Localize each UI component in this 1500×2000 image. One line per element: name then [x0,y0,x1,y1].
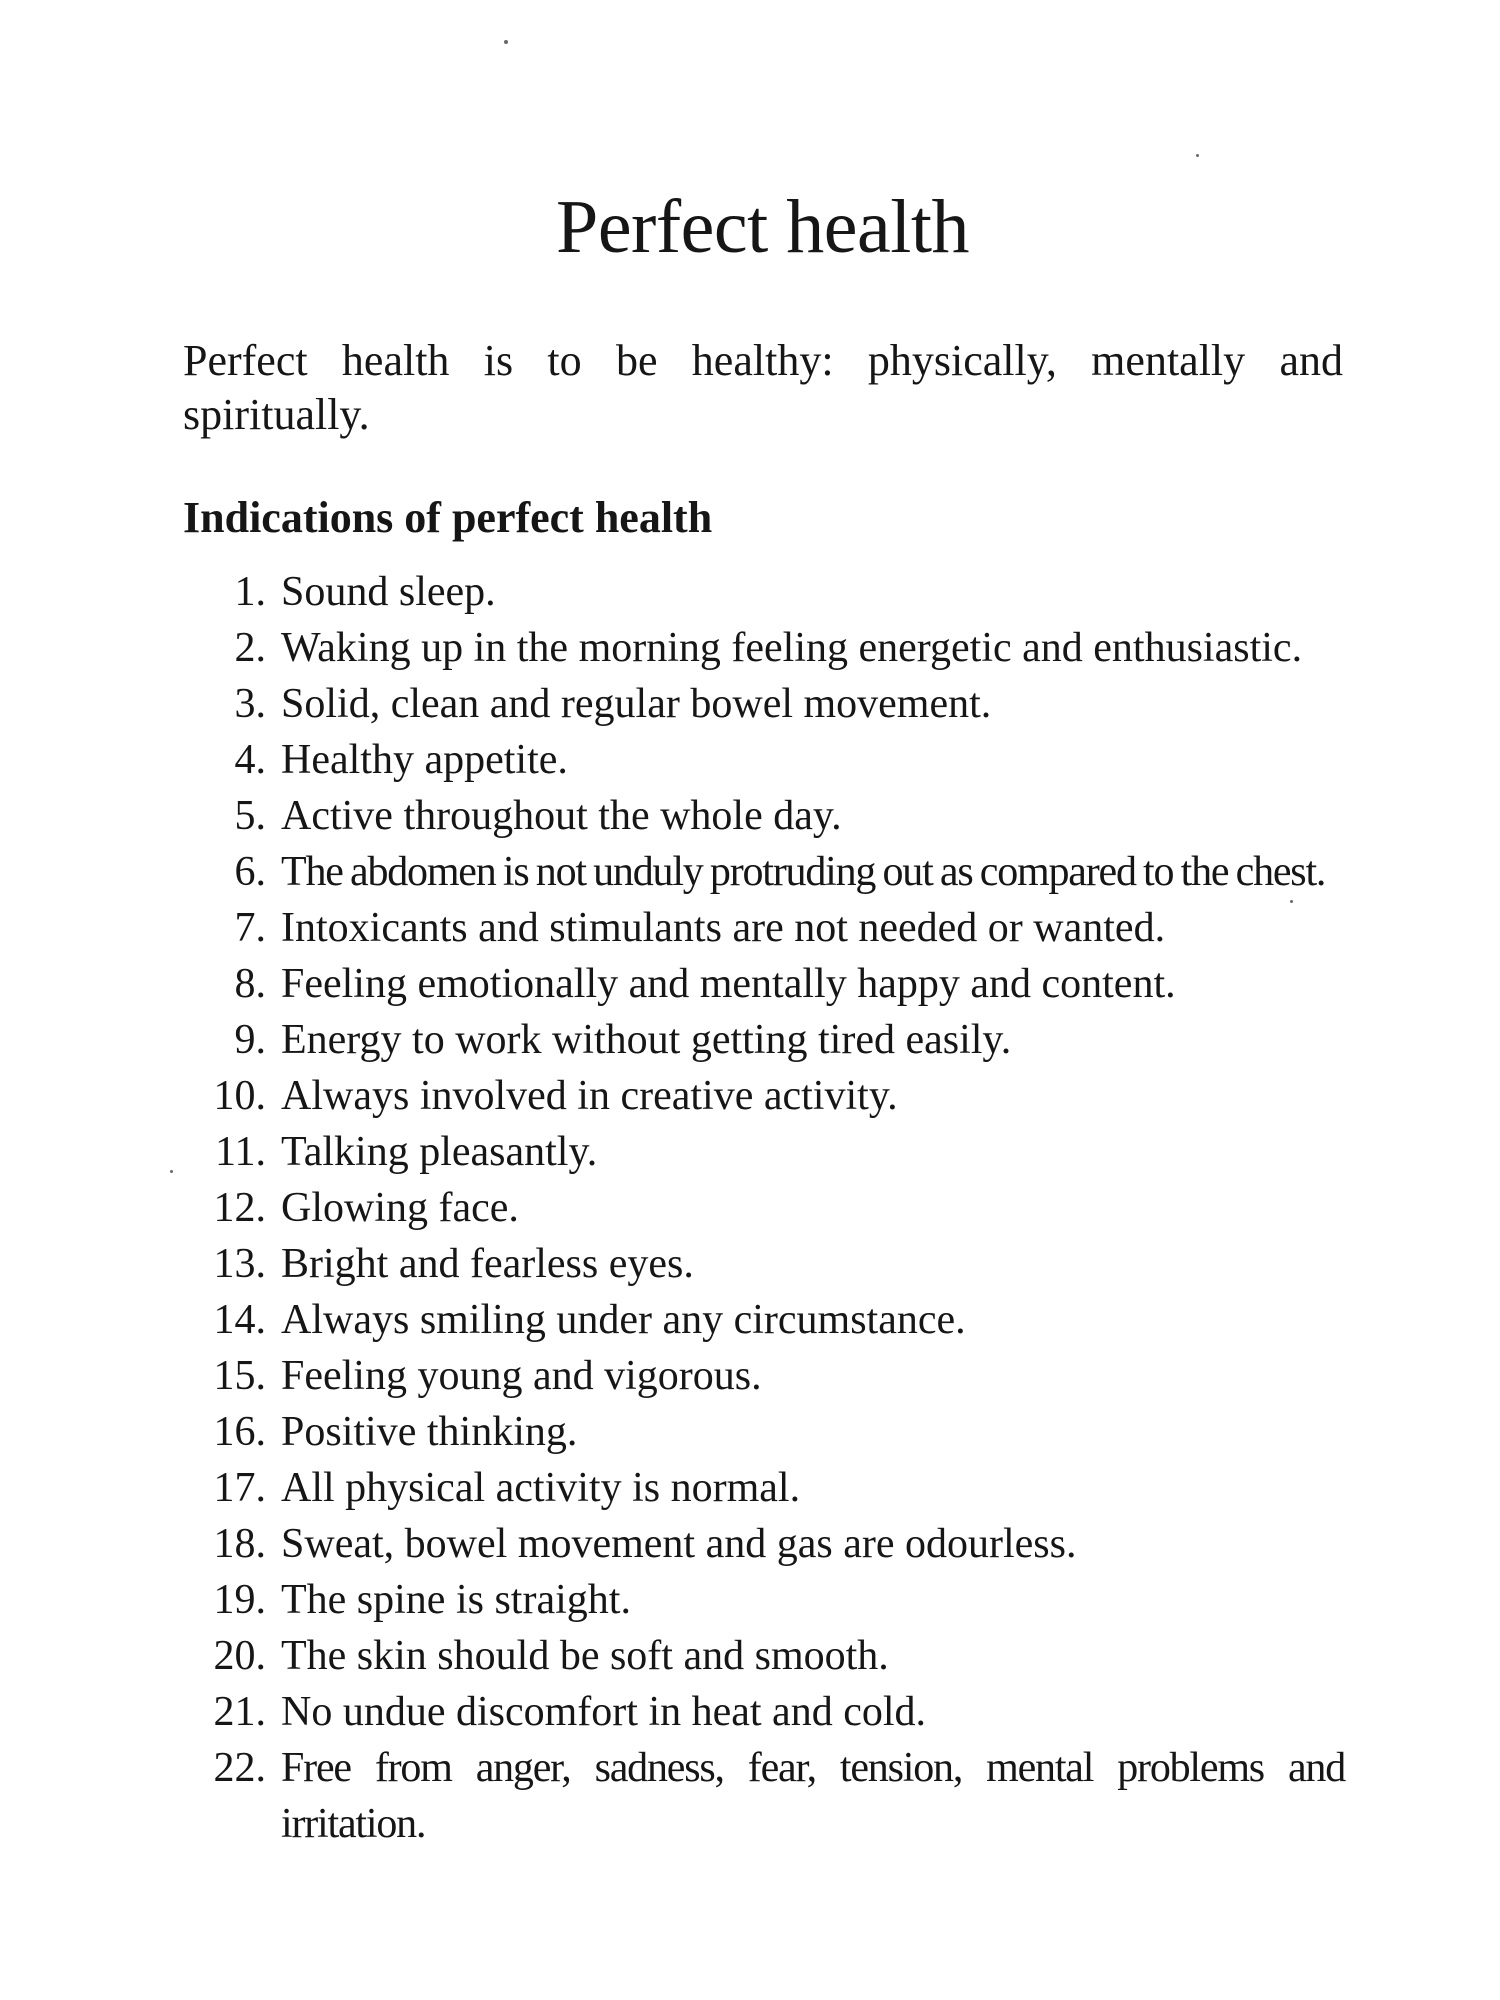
item-text: Always smiling under any circumstance. [281,1297,966,1343]
item-number: 19. [213,1577,266,1623]
intro-paragraph: Perfect health is to be healthy: physically, mentally and spiritually. [183,336,1343,439]
item-number: 14. [213,1297,266,1343]
list-item [0,1684,1345,1740]
item-text: Feeling emotionally and mentally happy and content. [281,961,1176,1007]
scan-speck [504,40,508,44]
item-number: 17. [213,1465,266,1511]
item-number: 8. [234,961,266,1007]
list-item [0,1292,1345,1348]
list-item [0,1572,1345,1628]
list-item [0,1236,1345,1292]
item-number: 2. [234,625,266,671]
list-item [0,732,1345,788]
item-number: 4. [234,737,266,783]
item-text: No undue discomfort in heat and cold. [281,1689,927,1735]
list-item [0,620,1345,676]
item-text: The spine is straight. [281,1577,631,1623]
item-text: Waking up in the morning feeling energetic and enthusiastic. [281,625,1303,671]
list-item [0,1460,1345,1516]
item-number: 12. [213,1185,266,1231]
item-number: 3. [234,681,266,727]
item-text: Healthy appetite. [281,737,568,783]
item-text: Always involved in creative activity. [281,1073,898,1119]
page-title: Perfect health [556,185,969,269]
item-text: Free from anger, sadness, fear, tension, mental problems and irritation. [281,1745,1345,1847]
item-number: 22. [213,1745,266,1791]
item-number: 11. [215,1129,266,1175]
item-number: 7. [234,905,266,951]
list-item [0,956,1345,1012]
item-text: Intoxicants and stimulants are not needed or wanted. [281,905,1166,951]
list-item [0,1124,1345,1180]
item-number: 18. [213,1521,266,1567]
item-text: All physical activity is normal. [281,1465,801,1511]
item-text: The skin should be soft and smooth. [281,1633,889,1679]
item-number: 13. [213,1241,266,1287]
list-item [0,844,1345,900]
list-item [0,1628,1345,1684]
list-item [0,1404,1345,1460]
list-item [0,564,1345,620]
item-text: Sweat, bowel movement and gas are odourless. [281,1521,1077,1567]
indications-list [0,564,1500,1852]
scan-speck [1196,154,1199,157]
list-item [0,1348,1345,1404]
item-text: Solid, clean and regular bowel movement. [281,681,992,727]
list-item [0,1516,1345,1572]
list-item [0,1012,1345,1068]
item-number: 21. [213,1689,266,1735]
list-item [0,1180,1345,1236]
list-item [0,1740,1345,1852]
item-number: 20. [213,1633,266,1679]
item-text: Positive thinking. [281,1409,578,1455]
list-item [0,900,1345,956]
item-text: Talking pleasantly. [281,1129,598,1175]
item-text: Sound sleep. [281,569,496,615]
item-number: 9. [234,1017,266,1063]
item-number: 6. [234,849,266,895]
item-number: 15. [213,1353,266,1399]
list-item [0,676,1345,732]
list-item [0,788,1345,844]
list-item [0,1068,1345,1124]
item-text: Energy to work without getting tired easily. [281,1017,1012,1063]
item-text: Glowing face. [281,1185,519,1231]
item-number: 1. [234,569,266,615]
item-number: 5. [234,793,266,839]
item-text: Active throughout the whole day. [281,793,842,839]
item-number: 10. [213,1073,266,1119]
section-heading: Indications of perfect health [183,493,713,542]
item-text: The abdomen is not unduly protruding out as compared to the chest. [281,849,1326,895]
item-text: Feeling young and vigorous. [281,1353,762,1399]
item-text: Bright and fearless eyes. [281,1241,694,1287]
item-number: 16. [213,1409,266,1455]
